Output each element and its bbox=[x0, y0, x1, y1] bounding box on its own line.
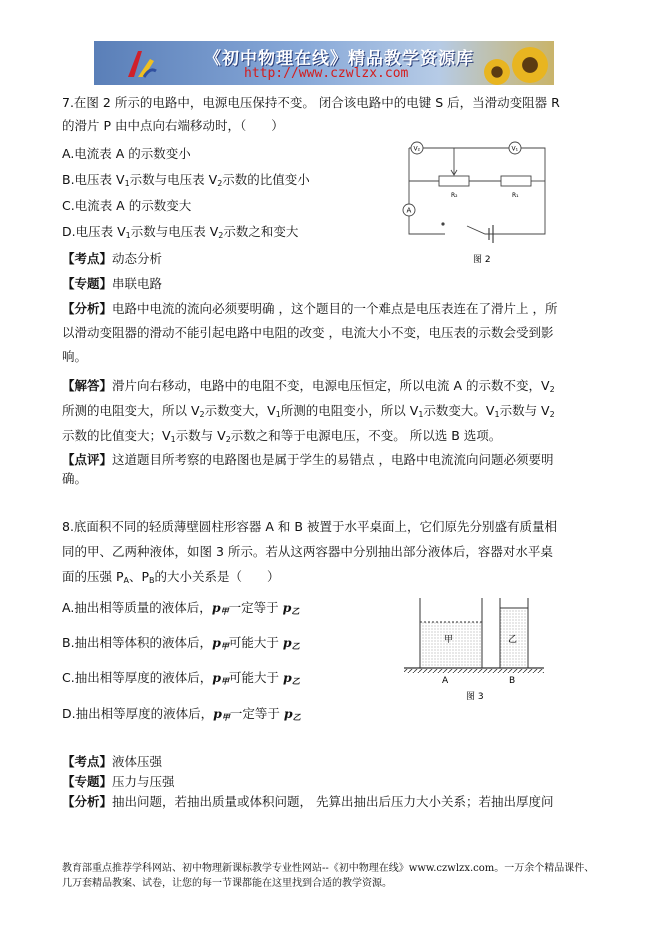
banner-url[interactable]: http://www.czwlzx.com bbox=[244, 66, 409, 81]
resistor-r2 bbox=[439, 176, 469, 186]
q8-option-b: B.抽出相等体积的液体后，$p_甲$可能大于 $p_乙$ bbox=[62, 635, 300, 651]
header-banner bbox=[94, 41, 554, 85]
q8-stem-line2: 同的甲、乙两种液体，如图 3 所示。若从这两容器中分别抽出部分液体后，容器对水平桌 bbox=[62, 544, 553, 559]
p-jia-symbol: $p_甲$ bbox=[212, 670, 229, 686]
p-yi-symbol: $p_乙$ bbox=[282, 670, 300, 686]
label-yi: 乙 bbox=[508, 635, 518, 645]
q7-fenxi-line3: 响。 bbox=[62, 349, 88, 364]
table-surface bbox=[404, 669, 544, 673]
q7-fenxi-line1: 【分析】电路中电流的流向必须要明确 ，这个题目的一个难点是电压表连在了滑片上 ，所 bbox=[62, 301, 558, 316]
banner-title: 《初中物理在线》精品教学资源库 bbox=[204, 49, 474, 69]
label-r1: R₁ bbox=[512, 192, 519, 199]
q8-option-a: A.抽出相等质量的液体后，$p_甲$一定等于 $p_乙$ bbox=[62, 600, 300, 616]
q7-dianping-line2: 确。 bbox=[62, 471, 88, 486]
q7-jieda-line3: 示数的比值变大；$V_1$示数与 $V_2$示数之和等于电源电压，不变。 所以选 B 选项。 bbox=[62, 428, 502, 444]
p-yi-symbol: $p_乙$ bbox=[282, 635, 300, 651]
site-logo-icon bbox=[124, 47, 158, 81]
label-r2: R₂ bbox=[451, 192, 458, 199]
p-yi-symbol: $p_乙$ bbox=[282, 600, 300, 616]
q8-fenxi-line1: 【分析】抽出问题，若抽出质量或体积问题， 先算出抽出后压力大小关系；若抽出厚度问 bbox=[62, 794, 554, 809]
q7-option-b: B.电压表 $V_1$示数与电压表 $V_2$示数的比值变小 bbox=[62, 172, 310, 188]
footer-line2: 几万套精品教案、试卷，让您的每一节课都能在这里找到合适的教学资源。 bbox=[62, 878, 392, 889]
q7-zhuanti: 【专题】串联电路 bbox=[62, 276, 163, 291]
q7-option-d: D.电压表 $V_1$示数与电压表 $V_2$示数之和变大 bbox=[62, 224, 299, 240]
q8-stem-line1: 8.底面积不同的轻质薄壁圆柱形容器 A 和 B 被置于水平桌面上，它们原先分别盛有质量相 bbox=[62, 519, 557, 534]
label-container-a: A bbox=[442, 676, 449, 686]
label-v2: V₂ bbox=[413, 145, 421, 153]
label-container-b: B bbox=[509, 676, 516, 686]
q8-stem-line3: 面的压强 $P_A$、$P_B$的大小关系是（ ） bbox=[62, 569, 280, 585]
p-yi-symbol: $p_乙$ bbox=[283, 706, 301, 722]
q8-zhuanti: 【专题】压力与压强 bbox=[62, 774, 175, 789]
q7-jieda-line1: 【解答】滑片向右移动，电路中的电阻不变，电源电压恒定，所以电流 A 的示数不变，$V_2$ bbox=[62, 378, 555, 394]
q8-option-d: D.抽出相等厚度的液体后，$p_甲$一定等于 $p_乙$ bbox=[62, 706, 301, 722]
sunflower-icon bbox=[512, 47, 548, 83]
figure-2-caption: 图 2 bbox=[473, 255, 491, 265]
figure-3-caption: 图 3 bbox=[466, 692, 484, 702]
resistor-r1 bbox=[501, 176, 531, 186]
q7-kaodian: 【考点】动态分析 bbox=[62, 251, 163, 266]
p-jia-symbol: $p_甲$ bbox=[211, 600, 229, 616]
q7-stem-line1: 7.在图 2 所示的电路中，电源电压保持不变。 闭合该电路中的电键 S 后，当滑动变阻器 R bbox=[62, 95, 560, 110]
containers-diagram-figure-3 bbox=[404, 592, 544, 704]
p-jia-symbol: $p_甲$ bbox=[213, 706, 230, 722]
q8-option-c: C.抽出相等厚度的液体后，$p_甲$可能大于 $p_乙$ bbox=[62, 670, 300, 686]
q7-stem-line2: 的滑片 P 由中点向右端移动时，（ ） bbox=[62, 118, 284, 133]
q7-fenxi-line2: 以滑动变阻器的滑动不能引起电路中电阻的改变 ，电流大小不变，电压表的示数会受到影 bbox=[62, 325, 554, 340]
q7-option-c: C.电流表 A 的示数变大 bbox=[62, 198, 192, 213]
p-jia-symbol: $p_甲$ bbox=[212, 635, 229, 651]
q7-jieda-line2: 所测的电阻变大，所以 $V_2$示数变大，$V_1$所测的电阻变小，所以 $V_1$示数变大。$V_1$示数与 $V_2$ bbox=[62, 403, 555, 419]
q7-dianping-line1: 【点评】这道题目所考察的电路图也是属于学生的易错点 ，电路中电流流向问题必须要明 bbox=[62, 452, 554, 467]
q8-kaodian: 【考点】液体压强 bbox=[62, 754, 163, 769]
sunflower-icon bbox=[484, 59, 510, 85]
label-a: A bbox=[406, 206, 412, 215]
liquid-jia bbox=[420, 622, 482, 668]
label-v1: V₁ bbox=[511, 145, 519, 153]
circuit-diagram-figure-2 bbox=[395, 138, 555, 266]
q7-option-a: A.电流表 A 的示数变小 bbox=[62, 146, 191, 161]
footer-line1: 教育部重点推荐学科网站、初中物理新课标教学专业性网站--《初中物理在线》www.czwlzx.com。一万余个精品课件、 bbox=[62, 863, 595, 874]
label-jia: 甲 bbox=[444, 635, 454, 645]
